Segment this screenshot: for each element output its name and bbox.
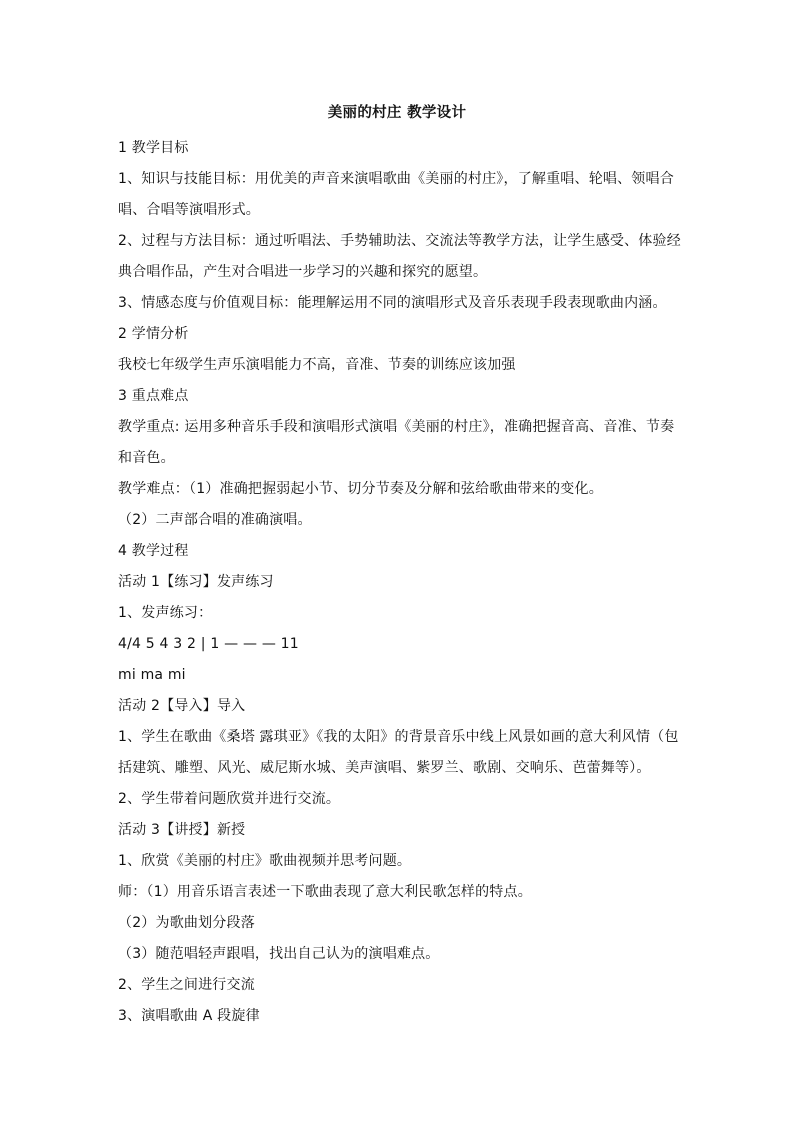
section-heading-analysis: 2 学情分析 — [118, 326, 189, 342]
activity-heading: 活动 1【练习】发声练习 — [118, 574, 274, 590]
paragraph: 我校七年级学生声乐演唱能力不高，音准、节奏的训练应该加强 — [118, 357, 516, 373]
section-heading-process: 4 教学过程 — [118, 543, 189, 559]
paragraph: （2）二声部合唱的准确演唱。 — [118, 512, 312, 528]
paragraph: 3、情感态度与价值观目标：能理解运用不同的演唱形式及音乐表现手段表现歌曲内涵。 — [118, 295, 667, 311]
notation-line: 4/4 5 4 3 2 | 1 — — — 11 — [118, 636, 299, 652]
paragraph: 1、知识与技能目标：用优美的声音来演唱歌曲《美丽的村庄》，了解重唱、轮唱、领唱合唱、合唱等演唱形式。 — [118, 171, 674, 218]
paragraph: 2、过程与方法目标：通过听唱法、手势辅助法、交流法等教学方法，让学生感受、体验经典合唱作品，产生对合唱进一步学习的兴趣和探究的愿望。 — [118, 233, 681, 280]
paragraph: 1、发声练习： — [118, 605, 213, 621]
paragraph: 教学重点: 运用多种音乐手段和演唱形式演唱《美丽的村庄》，准确把握音高、音准、节奏和音色。 — [118, 419, 675, 466]
paragraph: （3）随范唱轻声跟唱，找出自己认为的演唱难点。 — [118, 946, 440, 962]
activity-heading: 活动 2【导入】导入 — [118, 698, 246, 714]
paragraph: 2、学生之间进行交流 — [118, 977, 255, 993]
paragraph: （2）为歌曲划分段落 — [118, 915, 255, 931]
paragraph: 1、学生在歌曲《桑塔 露琪亚》《我的太阳》的背景音乐中线上风景如画的意大利风情（包括建筑、雕塑、风光、威尼斯水城、美声演唱、紫罗兰、歌剧、交响乐、芭蕾舞等）。 — [118, 729, 679, 776]
paragraph: 师：（1）用音乐语言表述一下歌曲表现了意大利民歌怎样的特点。 — [118, 884, 532, 900]
document-body — [118, 133, 683, 1032]
paragraph: 教学难点：（1）准确把握弱起小节、切分节奏及分解和弦给歌曲带来的变化。 — [118, 481, 603, 497]
paragraph: 3、演唱歌曲 A 段旋律 — [118, 1008, 260, 1024]
activity-heading: 活动 3【讲授】新授 — [118, 822, 246, 838]
section-heading-keypoints: 3 重点难点 — [118, 388, 189, 404]
notation-syllables: mi ma mi — [118, 667, 186, 683]
document-title: 美丽的村庄 教学设计 — [327, 105, 467, 121]
paragraph: 2、学生带着问题欣赏并进行交流。 — [118, 791, 341, 807]
paragraph: 1、欣赏《美丽的村庄》歌曲视频并思考问题。 — [118, 853, 412, 869]
section-heading-objectives: 1 教学目标 — [118, 140, 189, 156]
